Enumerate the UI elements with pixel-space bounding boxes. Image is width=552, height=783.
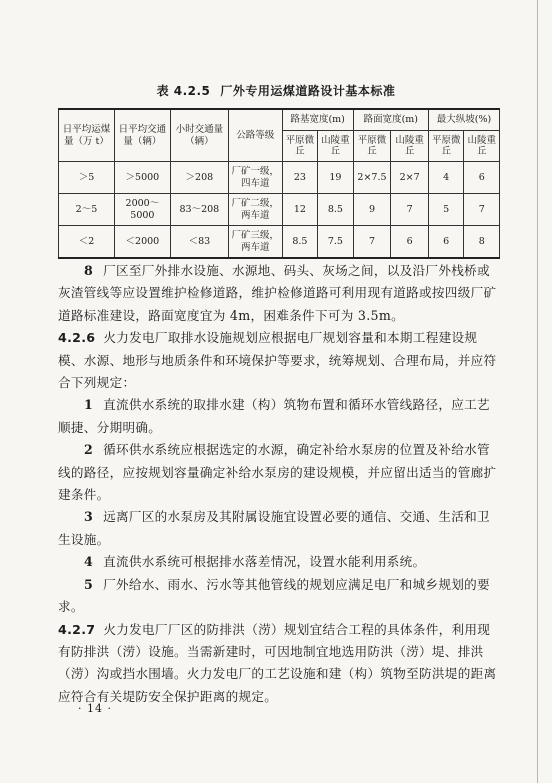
header-hourly-traffic: 小时交通量（辆） [170,109,228,162]
clause-4-2-5-item-8 [58,260,498,327]
cell-slope-plain: 4 [428,162,463,194]
page-number: · 14 · [78,702,112,715]
cell-grade: 厂矿三级，两车道 [228,226,282,259]
item-text: 直流供水系统可根据排水落差情况，设置水能利用系统。 [103,554,426,570]
cell-coal: ＞5 [59,162,115,194]
table-row [59,226,500,259]
cell-slope-plain: 5 [428,194,463,226]
table-caption [0,82,552,99]
clause-4-2-6-item-5 [58,574,498,619]
cell-coal: 2～5 [59,194,115,226]
cell-hourly: 83～208 [170,194,228,226]
item-text: 厂外给水、雨水、污水等其他管线的规划应满足电厂和城乡规划的要求。 [58,576,490,615]
header-daily-coal: 日平均运煤量（万 t） [59,109,115,162]
cell-sub-plain: 12 [282,194,317,226]
clause-number: 4.2.7 [58,621,96,637]
cell-slope-mountain: 8 [464,226,500,259]
cell-grade: 厂矿二级，两车道 [228,194,282,226]
header-pavement-width: 路面宽度(m) [353,109,428,131]
header-subgrade-width: 路基宽度(m) [282,109,353,131]
cell-daily: ＞5000 [114,162,170,194]
item-number: 8 [84,263,94,278]
cell-daily: 2000～5000 [114,194,170,226]
cell-hourly: ＜83 [170,226,228,259]
clause-4-2-6-item-3 [58,506,498,551]
clause-text: 火力发电厂取排水设施规划应根据电厂规划容量和本期工程建设规模、水源、地形与地质条件和环境保护等要求，统筹规划、合理布局，并应符合下列规定： [58,330,497,391]
road-standard-table [58,108,500,259]
item-number: 4 [84,554,94,570]
item-text: 厂区至厂外排水设施、水源地、码头、灰场之间，以及沿厂外栈桥或灰渣管线等应设置维护检修道路，维护检修道路可利用现有道路或按四级厂矿道路标准建设，路面宽度宜为 4m，困难条件下可为 3.5m。 [58,263,497,323]
clause-4-2-6-item-1 [58,394,498,439]
item-number: 1 [84,397,94,413]
table-row [59,194,500,226]
cell-hourly: ＞208 [170,162,228,194]
clause-number: 4.2.6 [58,330,96,346]
cell-pav-plain: 9 [353,194,391,226]
body-text [58,260,498,708]
cell-slope-mountain: 7 [464,194,500,226]
cell-pav-mountain: 7 [391,194,429,226]
cell-pav-mountain: 2×7 [391,162,429,194]
table-number: 表 4.2.5 [156,84,211,98]
header-daily-traffic: 日平均交通量（辆） [114,109,170,162]
clause-4-2-6 [58,327,498,394]
header-plain: 平原微丘 [353,131,391,162]
cell-slope-mountain: 6 [464,162,500,194]
header-mountain: 山陵重丘 [464,131,500,162]
cell-pav-plain: 2×7.5 [353,162,391,194]
cell-sub-plain: 23 [282,162,317,194]
table-title: 厂外专用运煤道路设计基本标准 [220,84,396,98]
cell-sub-mountain: 8.5 [318,194,354,226]
cell-sub-plain: 8.5 [282,226,317,259]
header-max-slope: 最大纵坡(%) [428,109,499,131]
cell-daily: ＜2000 [114,226,170,259]
item-number: 2 [84,442,94,458]
item-text: 循环供水系统应根据选定的水源，确定补给水泵房的位置及补给水管线的路径，应按规划容量确定补给水泵房的建设规模，并应留出适当的管廊扩建条件。 [58,442,497,503]
cell-pav-mountain: 6 [391,226,429,259]
item-number: 5 [84,576,94,592]
header-road-grade: 公路等级 [228,109,282,162]
header-mountain: 山陵重丘 [318,131,354,162]
header-plain: 平原微丘 [282,131,317,162]
table-row [59,162,500,194]
cell-sub-mountain: 7.5 [318,226,354,259]
clause-4-2-6-item-4 [58,551,498,573]
cell-sub-mountain: 19 [318,162,354,194]
cell-pav-plain: 7 [353,226,391,259]
page-edge-line [537,0,538,783]
cell-coal: ＜2 [59,226,115,259]
clause-text: 火力发电厂厂区的防排洪（涝）规划宜结合工程的具体条件，利用现有防排洪（涝）设施。当需新建时，可因地制宜地选用防洪（涝）堤、排洪（涝）沟或挡水围墙。火力发电厂的工艺设施和建（构）筑物至防洪堤的距离应符合有关堤防安全保护距离的规定。 [58,621,497,704]
cell-grade: 厂矿一级，四车道 [228,162,282,194]
cell-slope-plain: 6 [428,226,463,259]
item-number: 3 [84,509,94,525]
header-mountain: 山陵重丘 [391,131,429,162]
item-text: 远离厂区的水泵房及其附属设施宜设置必要的通信、交通、生活和卫生设施。 [58,509,490,547]
item-text: 直流供水系统的取排水建（构）筑物布置和循环水管线路径，应工艺顺捷、分期明确。 [58,397,490,435]
clause-4-2-7 [58,619,498,709]
clause-4-2-6-item-2 [58,439,498,506]
header-plain: 平原微丘 [428,131,463,162]
